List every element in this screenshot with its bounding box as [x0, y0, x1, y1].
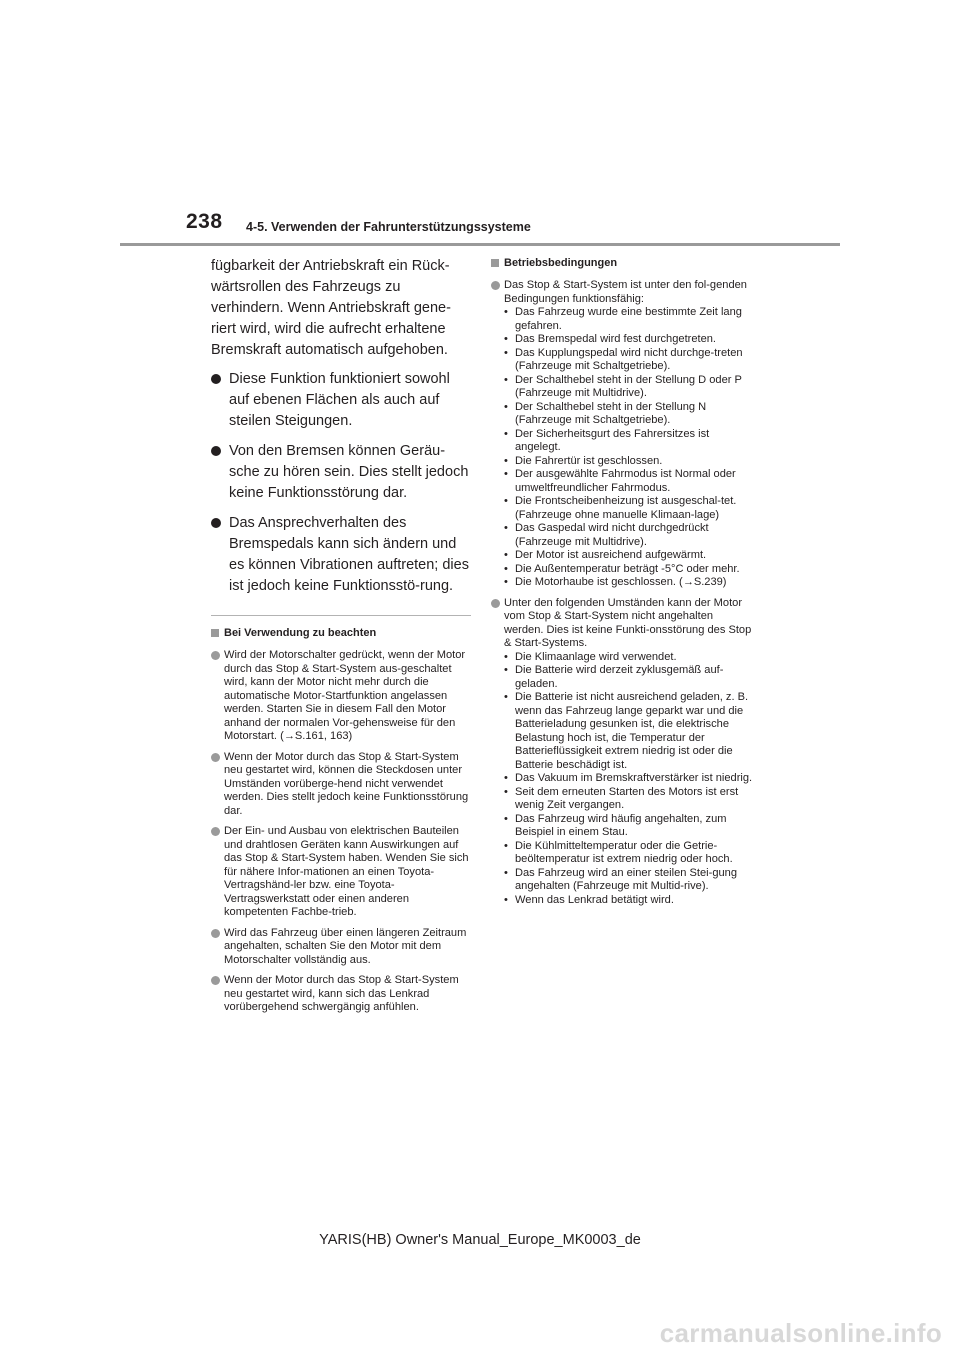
bullet-icon: •: [504, 373, 508, 386]
circle-icon: [211, 827, 220, 836]
left-column: [211, 256, 471, 1022]
list-item: [504, 468, 753, 495]
list-item-text: Der Sicherheitsgurt des Fahrersitzes ist angelegt.: [515, 427, 710, 453]
bullet-icon: •: [504, 866, 508, 879]
note-item: [211, 927, 471, 968]
list-item-text: Das Fahrzeug wurde eine bestimmte Zeit lang gefahren.: [515, 306, 742, 332]
list-item: [504, 549, 753, 563]
list-item-text: Wenn das Lenkrad betätigt wird.: [515, 893, 674, 906]
bullet-item: [211, 513, 471, 597]
list-item-text: Der Schalthebel steht in der Stellung D oder P (Fahrzeuge mit Multidrive).: [515, 373, 742, 399]
note-text: Unter den folgenden Umständen kann der Motor vom Stop & Start-System nicht angehalten werden. Dies ist keine Funkti-onsstörung des Stop & Start-Systems.: [504, 596, 752, 649]
condition-list: [504, 306, 753, 590]
page-number: 238: [186, 210, 223, 233]
bullet-icon: •: [504, 893, 508, 906]
list-item-text: Der Schalthebel steht in der Stellung N (Fahrzeuge mit Schaltgetriebe).: [515, 400, 707, 426]
note-item: [491, 279, 753, 590]
bullet-icon: •: [504, 522, 508, 534]
list-item: [504, 455, 753, 469]
list-item-text: Die Außentemperatur beträgt -5°C oder mehr.: [515, 562, 740, 575]
list-item: [504, 867, 753, 894]
header-rule: [120, 243, 840, 246]
circle-icon: [211, 753, 220, 762]
note-item: [211, 751, 471, 819]
section-heading: [491, 256, 753, 271]
bullet-icon: •: [504, 576, 508, 588]
right-column: [491, 256, 753, 914]
section-heading: [211, 626, 471, 641]
note-text: Wird das Fahrzeug über einen längeren Zeitraum angehalten, schalten Sie den Motor mit dem Motorschalter vollständig aus.: [224, 926, 467, 966]
list-item: [504, 374, 753, 401]
list-item: [504, 772, 753, 786]
list-item-text: Das Gaspedal wird nicht durchgedrückt (Fahrzeuge mit Multidrive).: [515, 522, 709, 548]
list-item-text: Seit dem erneuten Starten des Motors ist erst wenig Zeit vergangen.: [515, 785, 739, 811]
bullet-item: [211, 369, 471, 432]
watermark: carmanualsonline.info: [659, 1318, 942, 1348]
section-heading-text: Bei Verwendung zu beachten: [224, 627, 377, 639]
list-item-text: Die Batterie ist nicht ausreichend geladen, z. B. wenn das Fahrzeug lange geparkt war und die Batterieladung gesunken ist, die elektrische Belastung hoch ist, die Temperatur der Batterieflüssigkeit extrem niedrig ist oder die Batterie beschädigt ist.: [515, 691, 749, 771]
bullet-text: Das Ansprechverhalten des Bremspedals kann sich ändern und es können Vibrationen auftreten; dies ist jedoch keine Funktionsstö-rung.: [229, 515, 469, 594]
bullet-icon: •: [504, 562, 508, 575]
section-heading-text: Betriebsbedingungen: [504, 257, 618, 269]
list-item: [504, 495, 753, 522]
bullet-text: Von den Bremsen können Geräu-sche zu hören sein. Dies stellt jedoch keine Funktionsstörung dar.: [229, 443, 469, 501]
list-item: [504, 813, 753, 840]
list-item: [504, 576, 753, 590]
list-item: [504, 306, 753, 333]
note-text: Wenn der Motor durch das Stop & Start-System neu gestartet wird, kann sich das Lenkrad vorübergehend schwergängig anfühlen.: [224, 974, 459, 1013]
list-item-text: Die Motorhaube ist geschlossen. (→S.239): [515, 576, 727, 588]
bullet-icon: •: [504, 772, 508, 784]
note-text: Wenn der Motor durch das Stop & Start-System neu gestartet wird, können die Steckdosen unter Umständen vorüberge-hend nicht verwendet werden. Dies stellt jedoch keine Funktionsstörung dar.: [224, 750, 469, 817]
list-item: [504, 840, 753, 867]
list-item: [504, 563, 753, 577]
list-item: [504, 651, 753, 665]
circumstance-list: [504, 651, 753, 908]
list-item: [504, 664, 753, 691]
bullet-icon: •: [504, 812, 508, 825]
bullet-icon: •: [504, 346, 508, 359]
note-item: [491, 597, 753, 908]
list-item-text: Das Vakuum im Bremskraftverstärker ist niedrig.: [515, 772, 753, 784]
bullet-text: Diese Funktion funktioniert sowohl auf ebenen Flächen als auch auf steilen Steigungen.: [229, 371, 450, 429]
list-item: [504, 522, 753, 549]
bullet-dot-icon: [211, 518, 221, 528]
list-item: [504, 428, 753, 455]
section-divider: [211, 615, 471, 616]
list-item: [504, 347, 753, 374]
list-item-text: Die Batterie wird derzeit zyklusgemäß auf-geladen.: [515, 664, 724, 690]
note-item: [211, 649, 471, 744]
note-text: Das Stop & Start-System ist unter den fol-genden Bedingungen funktionsfähig:: [504, 279, 747, 305]
bullet-icon: •: [504, 468, 508, 480]
bullet-dot-icon: [211, 374, 221, 384]
note-text: Der Ein- und Ausbau von elektrischen Bauteilen und drahtlosen Geräten kann Auswirkungen auf das Stop & Start-System haben. Wenden Sie sich für nähere Infor-mationen an einen Toyota-Vertragshänd-ler bzw. eine Toyota-Vertragswerkstatt oder einen anderen kompetenten Fachbe-trieb.: [224, 825, 469, 918]
circle-icon: [211, 651, 220, 660]
circle-icon: [211, 929, 220, 938]
bullet-icon: •: [504, 691, 508, 703]
list-item-text: Das Bremspedal wird fest durchgetreten.: [515, 333, 717, 345]
list-item-text: Der ausgewählte Fahrmodus ist Normal oder umweltfreundlicher Fahrmodus.: [515, 468, 736, 494]
list-item: [504, 333, 753, 347]
bullet-icon: •: [504, 664, 508, 676]
note-item: [211, 825, 471, 920]
footer-text: YARIS(HB) Owner's Manual_Europe_MK0003_de: [319, 1232, 641, 1248]
circle-icon: [491, 599, 500, 608]
list-item: [504, 894, 753, 908]
list-item-text: Das Fahrzeug wird häufig angehalten, zum Beispiel in einem Stau.: [515, 812, 727, 838]
list-item-text: Das Kupplungspedal wird nicht durchge-treten (Fahrzeuge mit Schaltgetriebe).: [515, 346, 743, 372]
bullet-icon: •: [504, 495, 508, 507]
bullet-dot-icon: [211, 446, 221, 456]
list-item-text: Das Fahrzeug wird an einer steilen Stei-gung angehalten (Fahrzeuge mit Multid-rive).: [515, 866, 737, 892]
circle-icon: [211, 976, 220, 985]
list-item-text: Die Klimaanlage wird verwendet.: [515, 650, 677, 663]
list-item: [504, 786, 753, 813]
lead-paragraph: fügbarkeit der Antriebskraft ein Rück-wärtsrollen des Fahrzeugs zu verhindern. Wenn Antriebskraft gene-riert wird, wird die aufrecht erhaltene Bremskraft automatisch aufgehoben.: [211, 258, 451, 358]
bullet-icon: •: [504, 650, 508, 663]
square-icon: [211, 629, 219, 637]
list-item: [504, 401, 753, 428]
list-item-text: Der Motor ist ausreichend aufgewärmt.: [515, 549, 707, 561]
list-item-text: Die Frontscheibenheizung ist ausgeschal-tet. (Fahrzeuge ohne manuelle Klimaan-lage): [515, 495, 737, 521]
note-item: [211, 974, 471, 1015]
bullet-icon: •: [504, 306, 508, 318]
bullet-icon: •: [504, 549, 508, 561]
bullet-icon: •: [504, 454, 508, 467]
section-title: 4-5. Verwenden der Fahrunterstützungssysteme: [246, 220, 531, 234]
bullet-icon: •: [504, 427, 508, 440]
bullet-icon: •: [504, 400, 508, 413]
bullet-icon: •: [504, 785, 508, 798]
square-icon: [491, 259, 499, 267]
bullet-icon: •: [504, 333, 508, 345]
bullet-item: [211, 441, 471, 504]
list-item-text: Die Kühlmitteltemperatur oder die Getrie-beöltemperatur ist extrem niedrig oder hoch.: [515, 839, 733, 865]
bullet-icon: •: [504, 839, 508, 852]
note-text: Wird der Motorschalter gedrückt, wenn der Motor durch das Stop & Start-System aus-geschaltet wird, kann der Motor nicht mehr durch die automatische Motor-Startfunktion angelassen werden. Starten Sie in diesem Fall den Motor anhand der normalen Vor-gehensweise für den Motorstart. (→S.161, 163): [224, 649, 466, 742]
list-item: [504, 691, 753, 772]
list-item-text: Die Fahrertür ist geschlossen.: [515, 454, 663, 467]
circle-icon: [491, 281, 500, 290]
